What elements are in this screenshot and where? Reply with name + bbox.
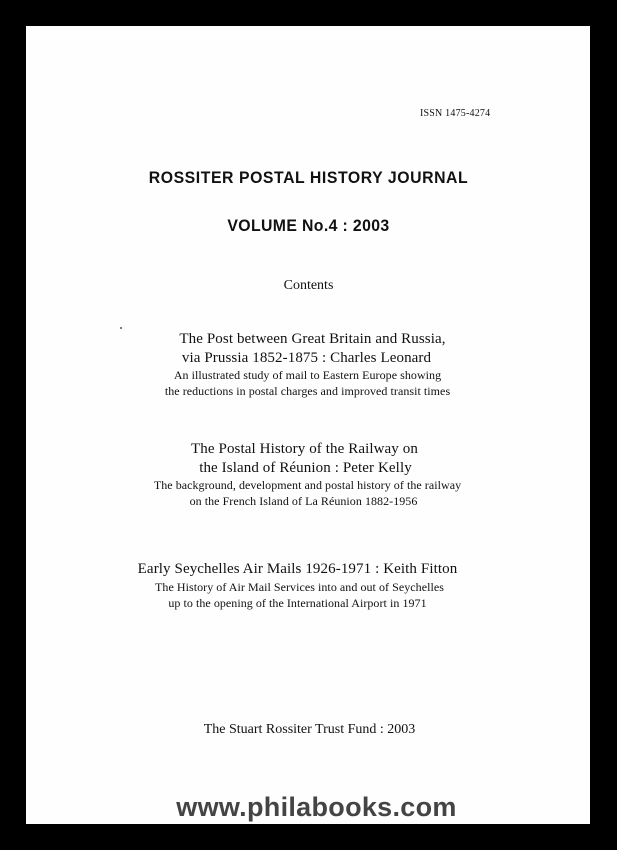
article-1-title-line-2: via Prussia 1852-1875 : Charles Leonard	[181, 350, 432, 366]
contents-heading: Contents	[283, 278, 334, 293]
article-3-description-line-1: The History of Air Mail Services into and out of Seychelles	[155, 580, 444, 594]
article-2-description-line-1: The background, development and postal history of the railway	[153, 478, 462, 492]
article-3-description-line-2: up to the opening of the International Airport in 1971	[168, 596, 427, 610]
article-2-description-line-2: on the French Island of La Réunion 1882-1956	[189, 494, 418, 508]
article-2-title-line-1: The Postal History of the Railway on	[191, 441, 418, 457]
paper-speck	[120, 327, 122, 329]
article-3-title-line-1: Early Seychelles Air Mails 1926-1971 : Keith Fitton	[137, 561, 458, 577]
publisher-line: The Stuart Rossiter Trust Fund : 2003	[203, 722, 416, 737]
volume-number: VOLUME No.4 : 2003	[227, 216, 390, 235]
journal-cover-page	[26, 26, 590, 824]
article-1-description-line-2: the reductions in postal charges and improved transit times	[164, 384, 451, 398]
article-1-title-line-1: The Post between Great Britain and Russia,	[179, 331, 446, 347]
journal-title: ROSSITER POSTAL HISTORY JOURNAL	[148, 168, 469, 187]
article-1-description-line-1: An illustrated study of mail to Eastern Europe showing	[173, 368, 442, 382]
issn-number: ISSN 1475-4274	[420, 108, 491, 119]
article-2-title-line-2: the Island of Réunion : Peter Kelly	[199, 460, 412, 476]
watermark-url: www.philabooks.com	[176, 792, 457, 822]
